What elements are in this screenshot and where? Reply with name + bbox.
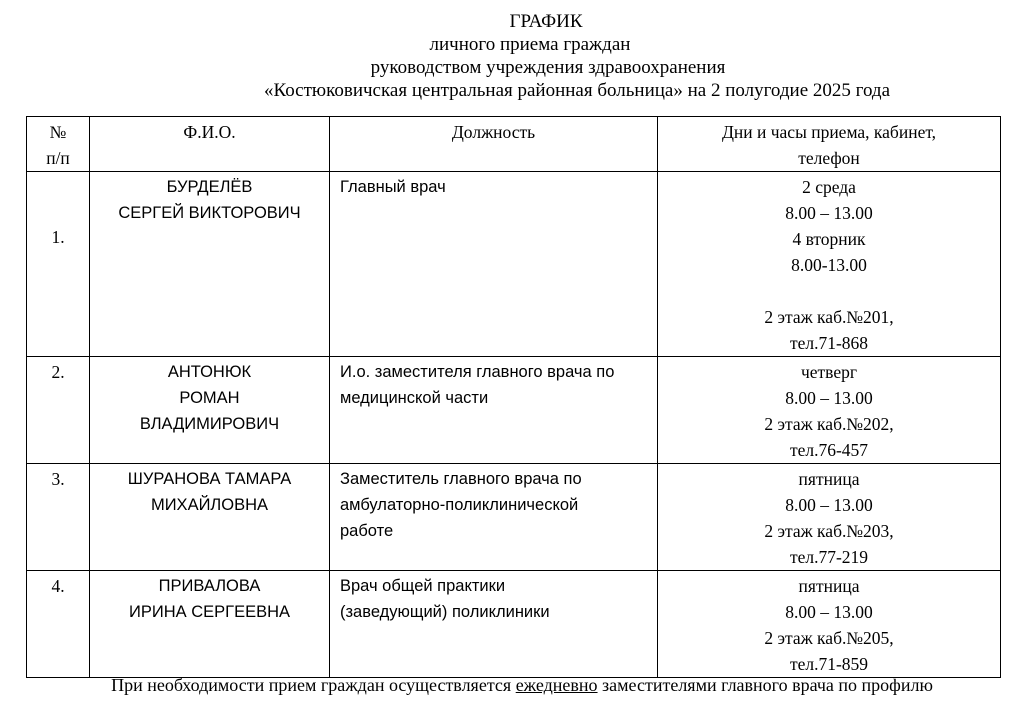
title-line-3: руководством учреждения здравоохранения [370, 57, 726, 78]
row-name [90, 357, 330, 464]
row-schedule-line: 8.00 – 13.00 [785, 388, 873, 408]
row-name-line: РОМАН [179, 389, 240, 407]
title-line-1: ГРАФИК [509, 11, 583, 32]
row-schedule-line: 2 этаж каб.№205, [764, 628, 894, 648]
row-position-line: Врач общей практики [340, 577, 506, 595]
header-schedule [658, 117, 1001, 172]
row-position-line: (заведующий) поликлиники [340, 603, 550, 621]
row-position-line: Главный врач [340, 178, 446, 196]
row-name [90, 464, 330, 571]
row-schedule-line: 4 вторник [792, 229, 866, 249]
row-schedule-line: тел.76-457 [789, 440, 869, 460]
footer-note [0, 673, 1024, 697]
row-position-line: Заместитель главного врача по [340, 470, 582, 488]
row-schedule-line: четверг [800, 362, 858, 382]
footer-text-underlined: ежедневно [515, 675, 598, 695]
row-position [330, 464, 658, 571]
title-line-4: «Костюковичская центральная районная больница» на 2 полугодие 2025 года [263, 80, 891, 101]
row-schedule-line: 2 этаж каб.№201, [764, 307, 894, 327]
row-number: 2. [27, 357, 90, 464]
row-position-line: медицинской части [340, 389, 489, 407]
table-row [27, 464, 1001, 571]
row-name-line: ИРИНА СЕРГЕЕВНА [128, 603, 291, 621]
header-num [27, 117, 90, 172]
row-schedule-line: 2 этаж каб.№203, [764, 521, 894, 541]
row-number: 1. [27, 172, 90, 357]
row-schedule-line [662, 278, 996, 304]
table-row [27, 172, 1001, 357]
row-name [90, 172, 330, 357]
document-title [0, 10, 1024, 102]
row-schedule [658, 172, 1001, 357]
row-schedule-line: 8.00-13.00 [791, 255, 867, 275]
table-row [27, 357, 1001, 464]
row-name-line: СЕРГЕЙ ВИКТОРОВИЧ [118, 204, 301, 222]
row-schedule-line: 2 среда [802, 177, 856, 197]
row-schedule-line: пятница [798, 576, 860, 596]
row-schedule-line: тел.77-219 [789, 547, 869, 567]
header-num-line2: п/п [46, 148, 70, 168]
row-name [90, 571, 330, 678]
row-schedule-line: 8.00 – 13.00 [785, 602, 873, 622]
row-name-line: ВЛАДИМИРОВИЧ [139, 415, 280, 433]
row-name-line: ШУРАНОВА ТАМАРА [127, 470, 292, 488]
row-schedule-line: пятница [798, 469, 860, 489]
title-line-2: личного приема граждан [429, 34, 631, 55]
row-schedule-line: тел.71-868 [789, 333, 869, 353]
row-schedule [658, 571, 1001, 678]
header-position: Должность [330, 117, 658, 172]
row-number: 4. [27, 571, 90, 678]
row-schedule-line: тел.71-859 [789, 654, 869, 674]
table-row [27, 571, 1001, 678]
row-number: 3. [27, 464, 90, 571]
row-schedule-line: 8.00 – 13.00 [785, 495, 873, 515]
footer-text-before: При необходимости прием граждан осуществляется [111, 675, 516, 695]
header-schedule-line2: телефон [798, 148, 860, 168]
row-position [330, 172, 658, 357]
row-name-line: АНТОНЮК [167, 363, 252, 381]
row-name-line: МИХАЙЛОВНА [150, 496, 269, 514]
row-schedule-line: 8.00 – 13.00 [785, 203, 873, 223]
row-position-line: работе [340, 522, 394, 540]
row-name-line: БУРДЕЛЁВ [166, 178, 253, 196]
header-schedule-line1: Дни и часы приема, кабинет, [721, 122, 937, 142]
header-name: Ф.И.О. [90, 117, 330, 172]
table-header-row [27, 117, 1001, 172]
row-schedule [658, 357, 1001, 464]
row-name-line: ПРИВАЛОВА [158, 577, 261, 595]
row-schedule-line: 2 этаж каб.№202, [764, 414, 894, 434]
schedule-table [26, 116, 1001, 678]
row-schedule [658, 464, 1001, 571]
row-position [330, 571, 658, 678]
row-position [330, 357, 658, 464]
row-position-line: И.о. заместителя главного врача по [340, 363, 615, 381]
header-num-line1: № [49, 122, 67, 142]
row-position-line: амбулаторно-поликлинической [340, 496, 579, 514]
footer-text-after: заместителями главного врача по профилю [597, 675, 933, 695]
